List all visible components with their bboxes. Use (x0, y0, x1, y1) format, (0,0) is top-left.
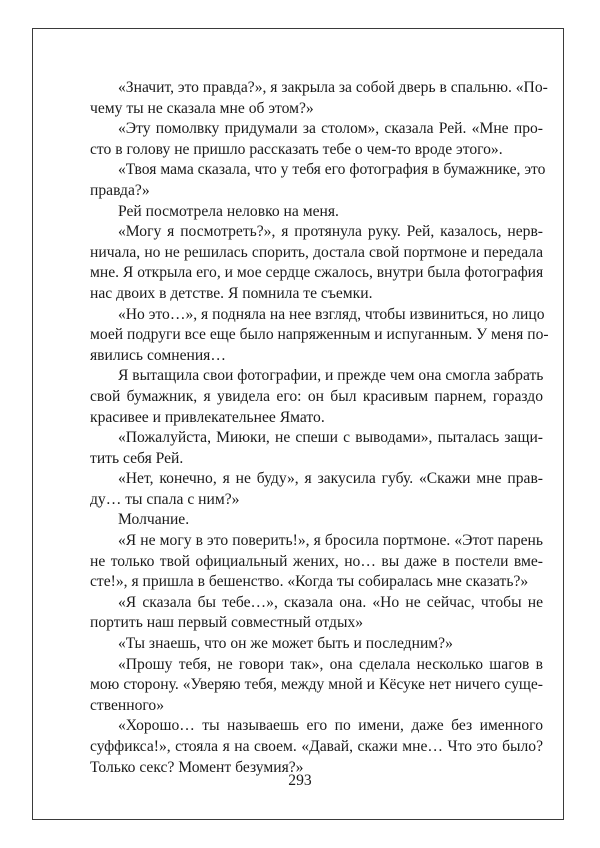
text-line: «Хорошо… ты называешь его по имени, даже без именного (118, 717, 543, 735)
text-line: «Я сказала бы тебе…», сказала она. «Но не сейчас, чтобы не (118, 593, 543, 611)
text-line: сто в голову не пришло рассказать тебе о чем-то вроде этого». (90, 140, 503, 158)
text-line: «Пожалуйста, Миюки, не спеши с выводами», пыталась защи- (118, 429, 543, 447)
text-line: мне. Я открыла его, и мое сердце сжалось, внутри была фотография (90, 264, 544, 282)
text-line: «Но это…», я подняла на нее взгляд, чтобы извиниться, но лицо (118, 305, 545, 323)
text-line: «Эту помолвку придумали за столом», сказала Рей. «Мне про- (118, 120, 543, 138)
text-line: мою сторону. «Уверяю тебя, между мной и Кёсуке нет ничего суще- (90, 676, 543, 694)
text-line: тить себя Рей. (90, 449, 184, 467)
text-line: «Могу я посмотреть?», я протянула руку. Рей, казалось, нерв- (118, 223, 543, 241)
text-line: «Твоя мама сказала, что у тебя его фотография в бумажнике, это (118, 161, 546, 179)
text-line: Только секс? Момент безумия?» (90, 758, 304, 776)
text-line: красивее и привлекательнее Ямато. (90, 408, 325, 426)
text-line: «Ты знаешь, что он же может быть и последним?» (118, 635, 453, 653)
text-line: сте!», я пришла в бешенство. «Когда ты собиралась мне сказать?» (90, 573, 529, 591)
text-line: «Нет, конечно, я не буду», я закусила губу. «Скажи мне прав- (118, 470, 543, 488)
text-line: явились сомнения… (90, 346, 226, 364)
text-line: Рей посмотрела неловко на меня. (118, 202, 339, 220)
text-line: портить наш первый совместный отдых» (90, 614, 364, 632)
page-number: 293 (288, 772, 312, 789)
text-line: «Значит, это правда?», я закрыла за собой дверь в спальню. «По- (118, 79, 548, 96)
text-line: ничала, но не решилась спорить, достала свой портмоне и передала (90, 243, 543, 261)
body-text (90, 78, 549, 778)
text-line: Молчание. (118, 511, 190, 529)
text-line: ственного» (90, 696, 165, 714)
text-line: моей подруги все еще было напряженным и испуганным. У меня по- (90, 326, 549, 344)
text-line: правда?» (90, 181, 150, 199)
text-line: нас двоих в детстве. Я помнила те съемки. (90, 284, 373, 302)
text-line: «Я не могу в это поверить!», я бросила портмоне. «Этот парень (118, 532, 543, 550)
text-line: суффикса!», стояла я на своем. «Давай, скажи мне… Что это было? (90, 738, 543, 755)
text-line: Я вытащила свои фотографии, и прежде чем она смогла забрать (118, 367, 544, 385)
text-line: свой бумажник, я увидела его: он был красивым парнем, гораздо (90, 387, 543, 405)
text-line: не только твой официальный жених, но… вы даже в постели вме- (90, 552, 543, 570)
text-line: ду… ты спала с ним?» (90, 490, 240, 508)
text-line: чему ты не сказала мне об этом?» (90, 99, 314, 117)
text-line: «Прошу тебя, не говори так», она сделала несколько шагов в (118, 655, 543, 673)
